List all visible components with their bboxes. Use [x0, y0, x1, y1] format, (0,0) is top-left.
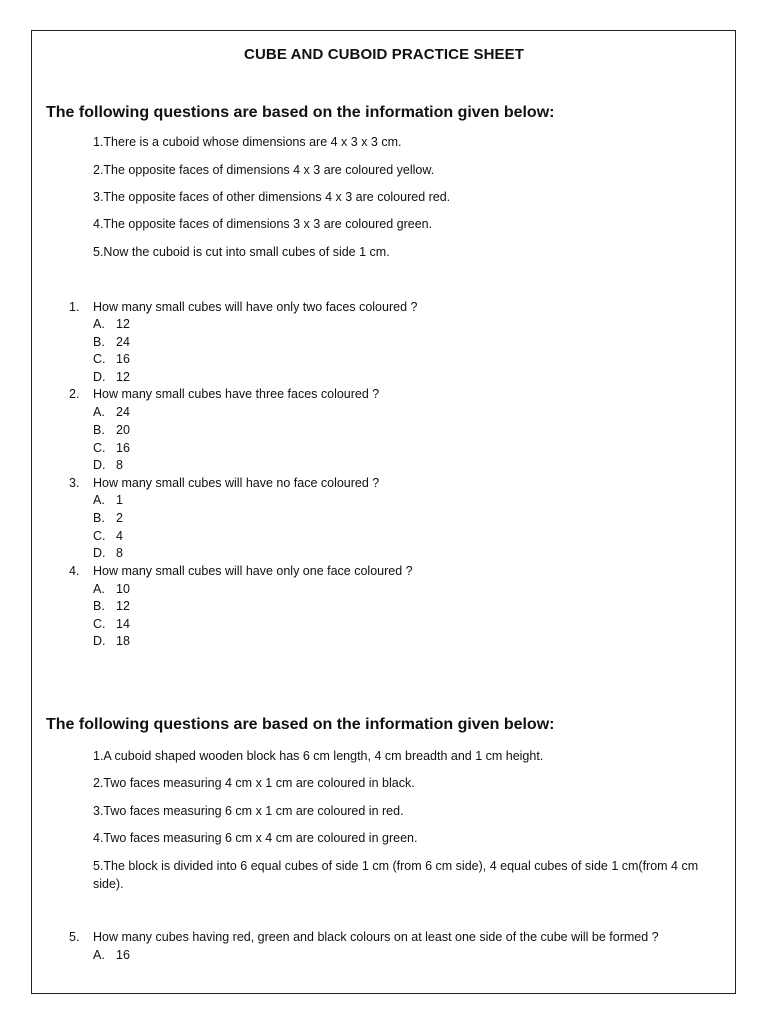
option-label: A.: [93, 948, 105, 962]
question-number: 1.: [69, 300, 80, 314]
option-label: D.: [93, 458, 106, 472]
option-label: D.: [93, 370, 106, 384]
option-label: A.: [93, 405, 105, 419]
option-value: 16: [116, 948, 130, 962]
info-line: 4.The opposite faces of dimensions 3 x 3 are coloured green.: [93, 217, 433, 231]
option-value: 18: [116, 634, 130, 648]
option-label: C.: [93, 441, 106, 455]
section-2-heading: The following questions are based on the information given below:: [46, 716, 555, 733]
info-line: 1.There is a cuboid whose dimensions are 4 x 3 x 3 cm.: [93, 135, 402, 149]
option-label: A.: [93, 582, 105, 596]
question-text: How many small cubes will have only two faces coloured ?: [93, 300, 418, 314]
option-value: 12: [116, 317, 130, 331]
question-text: How many cubes having red, green and black colours on at least one side of the cube will be formed ?: [93, 930, 659, 944]
option-value: 10: [116, 582, 130, 596]
info-line: 4.Two faces measuring 6 cm x 4 cm are coloured in green.: [93, 831, 418, 845]
option-value: 8: [116, 458, 123, 472]
question-text: How many small cubes will have only one face coloured ?: [93, 564, 413, 578]
question-text: How many small cubes have three faces coloured ?: [93, 387, 380, 401]
option-label: B.: [93, 423, 105, 437]
option-value: 16: [116, 352, 130, 366]
option-value: 12: [116, 599, 130, 613]
question-number: 4.: [69, 564, 80, 578]
info-line: 3.Two faces measuring 6 cm x 1 cm are coloured in red.: [93, 804, 404, 818]
option-label: B.: [93, 335, 105, 349]
question-number: 5.: [69, 930, 80, 944]
info-line: 1.A cuboid shaped wooden block has 6 cm length, 4 cm breadth and 1 cm height.: [93, 749, 544, 763]
option-value: 20: [116, 423, 130, 437]
option-value: 24: [116, 405, 130, 419]
question-number: 2.: [69, 387, 80, 401]
option-value: 14: [116, 617, 130, 631]
option-label: B.: [93, 599, 105, 613]
info-line: 5.The block is divided into 6 equal cubes of side 1 cm (from 6 cm side), 4 equal cubes of side 1 cm(from 4 cm side).: [93, 859, 699, 891]
option-value: 2: [116, 511, 123, 525]
option-value: 4: [116, 529, 123, 543]
option-label: A.: [93, 317, 105, 331]
option-label: B.: [93, 511, 105, 525]
option-value: 12: [116, 370, 130, 384]
question-number: 3.: [69, 476, 80, 490]
section-1-heading: The following questions are based on the information given below:: [46, 104, 555, 121]
option-label: A.: [93, 493, 105, 507]
info-line: 2.Two faces measuring 4 cm x 1 cm are coloured in black.: [93, 776, 415, 790]
option-label: D.: [93, 634, 106, 648]
option-label: C.: [93, 617, 106, 631]
option-value: 24: [116, 335, 130, 349]
option-value: 1: [116, 493, 123, 507]
page-title: CUBE AND CUBOID PRACTICE SHEET: [244, 46, 524, 63]
question-text: How many small cubes will have no face coloured ?: [93, 476, 380, 490]
option-value: 8: [116, 546, 123, 560]
info-line: 2.The opposite faces of dimensions 4 x 3 are coloured yellow.: [93, 163, 435, 177]
option-value: 16: [116, 441, 130, 455]
option-label: C.: [93, 529, 106, 543]
option-label: D.: [93, 546, 106, 560]
info-line: 5.Now the cuboid is cut into small cubes of side 1 cm.: [93, 245, 390, 259]
info-line: 3.The opposite faces of other dimensions 4 x 3 are coloured red.: [93, 190, 451, 204]
option-label: C.: [93, 352, 106, 366]
